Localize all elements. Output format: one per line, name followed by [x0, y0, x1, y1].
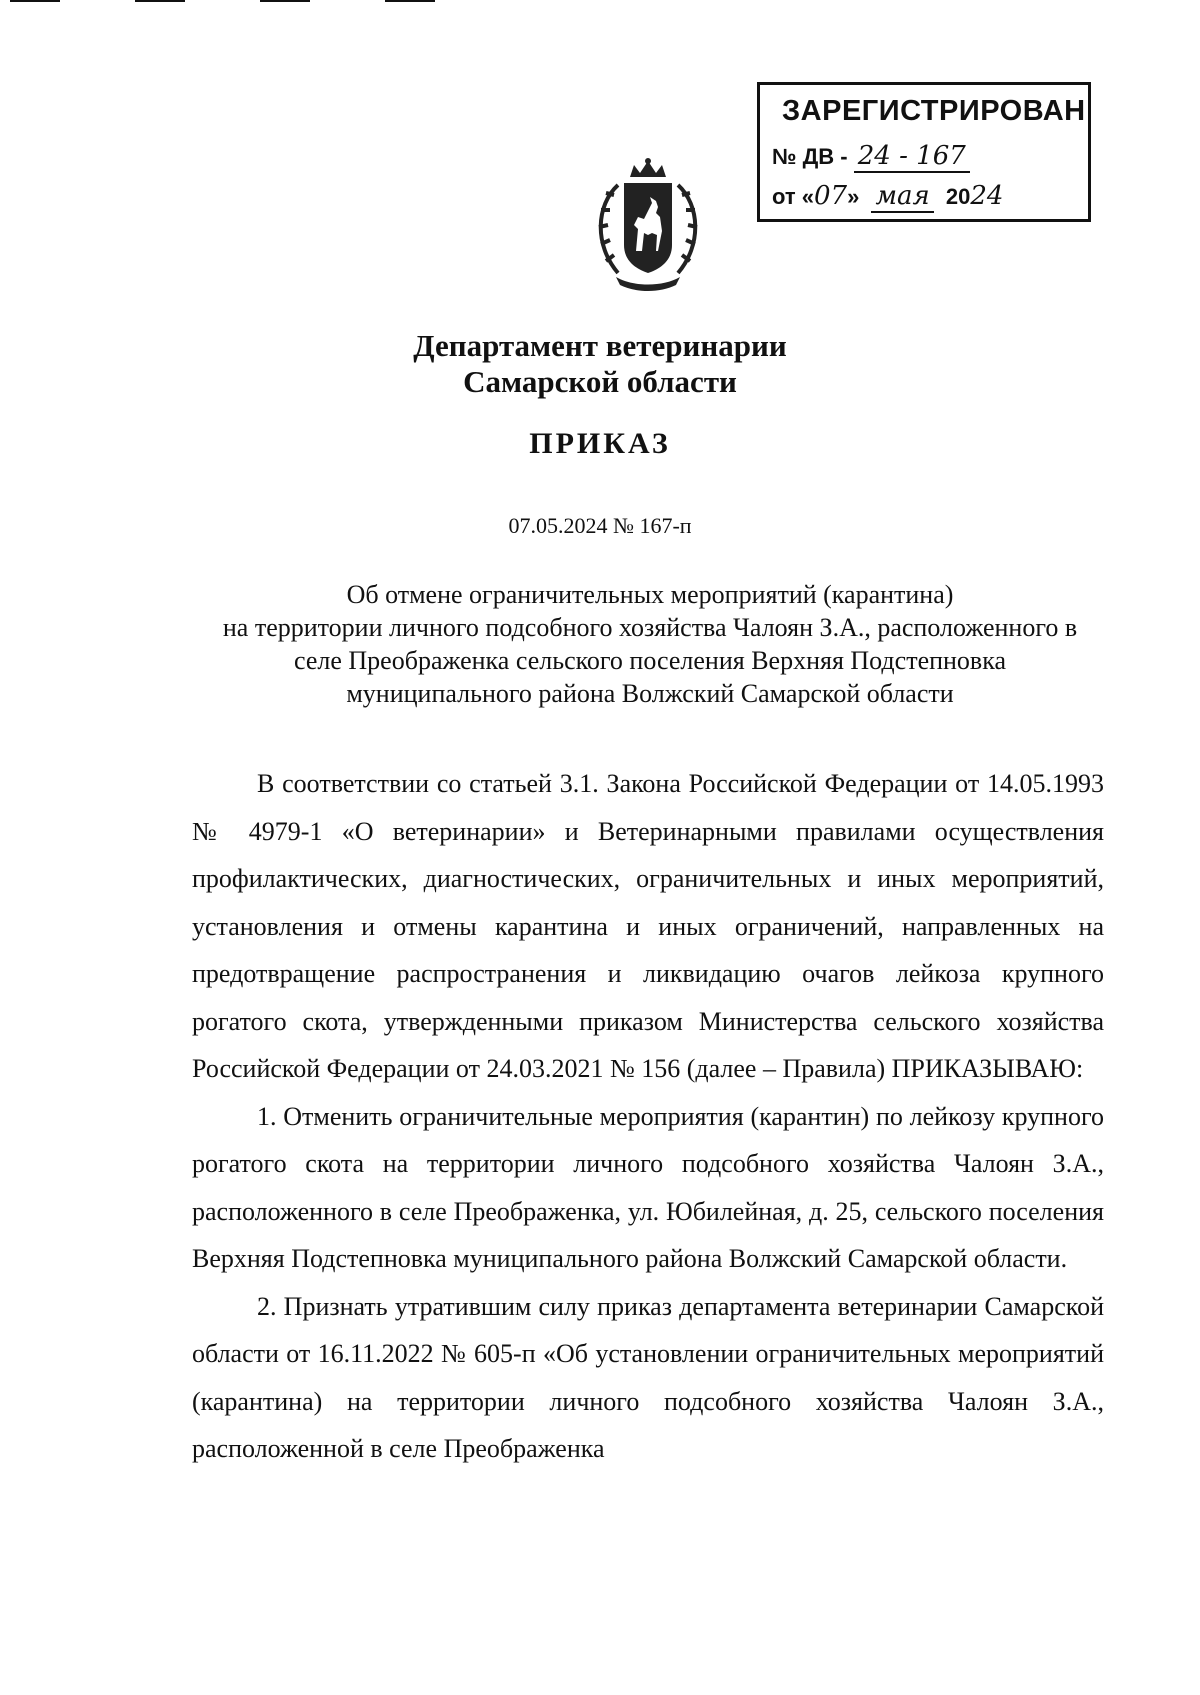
subject-line: на территории личного подсобного хозяйства Чалоян З.А., расположенного в — [222, 613, 1078, 642]
department-name-line1: Департамент ветеринарии — [413, 328, 787, 363]
paragraph-item-1: 1. Отменить ограничительные мероприятия (карантин) по лейкозу крупного рогатого скота на территории личного подсобного хозяйства Чалоян З.А., расположенного в селе Преображенка, ул. Юбилейная, д. 25, сельского поселения Верхняя Подстепновка муниципального района Волжский Самарской области. — [192, 1101, 1104, 1273]
stamp-date-prefix: от « — [772, 184, 815, 209]
paragraph-preamble: В соответствии со статьей 3.1. Закона Российской Федерации от 14.05.1993 № 4979-1 «О ветеринарии» и Ветеринарными правилами осуществления профилактических, диагностических, ограничительных и иных мероприятий, установления и отмены карантина и иных ограничений, направленных на предотвращение распространения и ликвидацию очагов лейкоза крупного рогатого скота, утвержденными приказом Министерства сельского хозяйства Российской Федерации от 24.03.2021 № 156 (далее – Правила) ПРИКАЗЫВАЮ: — [192, 769, 1104, 1083]
stamp-date-line — [772, 181, 1003, 213]
coat-of-arms-icon — [578, 155, 718, 295]
subject-line: муниципального района Волжский Самарской области — [346, 679, 954, 708]
stamp-number-line — [772, 141, 970, 173]
order-subject — [170, 578, 1130, 710]
subject-line: Об отмене ограничительных мероприятий (карантина) — [346, 580, 954, 609]
registration-stamp — [757, 82, 1091, 222]
stamp-date-year-suffix: 24 — [970, 181, 1004, 211]
paragraph-item-2: 2. Признать утратившим силу приказ департамента ветеринарии Самарской области от 16.11.2022 № 605-п «Об установлении ограничительных мероприятий (карантина) на территории личного подсобного хозяйства Чалоян З.А., расположенной в селе Преображенка — [192, 1291, 1104, 1463]
scan-top-marks — [0, 0, 1200, 4]
stamp-date-middle: » — [847, 184, 860, 209]
stamp-number-handwritten: 24 - 167 — [854, 141, 970, 173]
document-type-title: ПРИКАЗ — [529, 427, 671, 460]
order-date-number: 07.05.2024 № 167-п — [508, 513, 692, 538]
stamp-date-year-prefix: 20 — [945, 184, 971, 209]
scan-mark — [260, 0, 310, 2]
scan-mark — [10, 0, 60, 2]
stamp-date-day: 07 — [814, 181, 848, 211]
stamp-title: ЗАРЕГИСТРИРОВАН — [782, 95, 1086, 127]
scan-mark — [385, 0, 435, 2]
stamp-number-prefix: № ДВ - — [772, 144, 848, 169]
department-name-line2: Самарской области — [463, 364, 737, 399]
order-body — [192, 760, 1104, 1473]
subject-line: селе Преображенка сельского поселения Верхняя Подстепновка — [293, 646, 1006, 675]
scan-mark — [135, 0, 185, 2]
stamp-date-month: мая — [871, 181, 933, 213]
